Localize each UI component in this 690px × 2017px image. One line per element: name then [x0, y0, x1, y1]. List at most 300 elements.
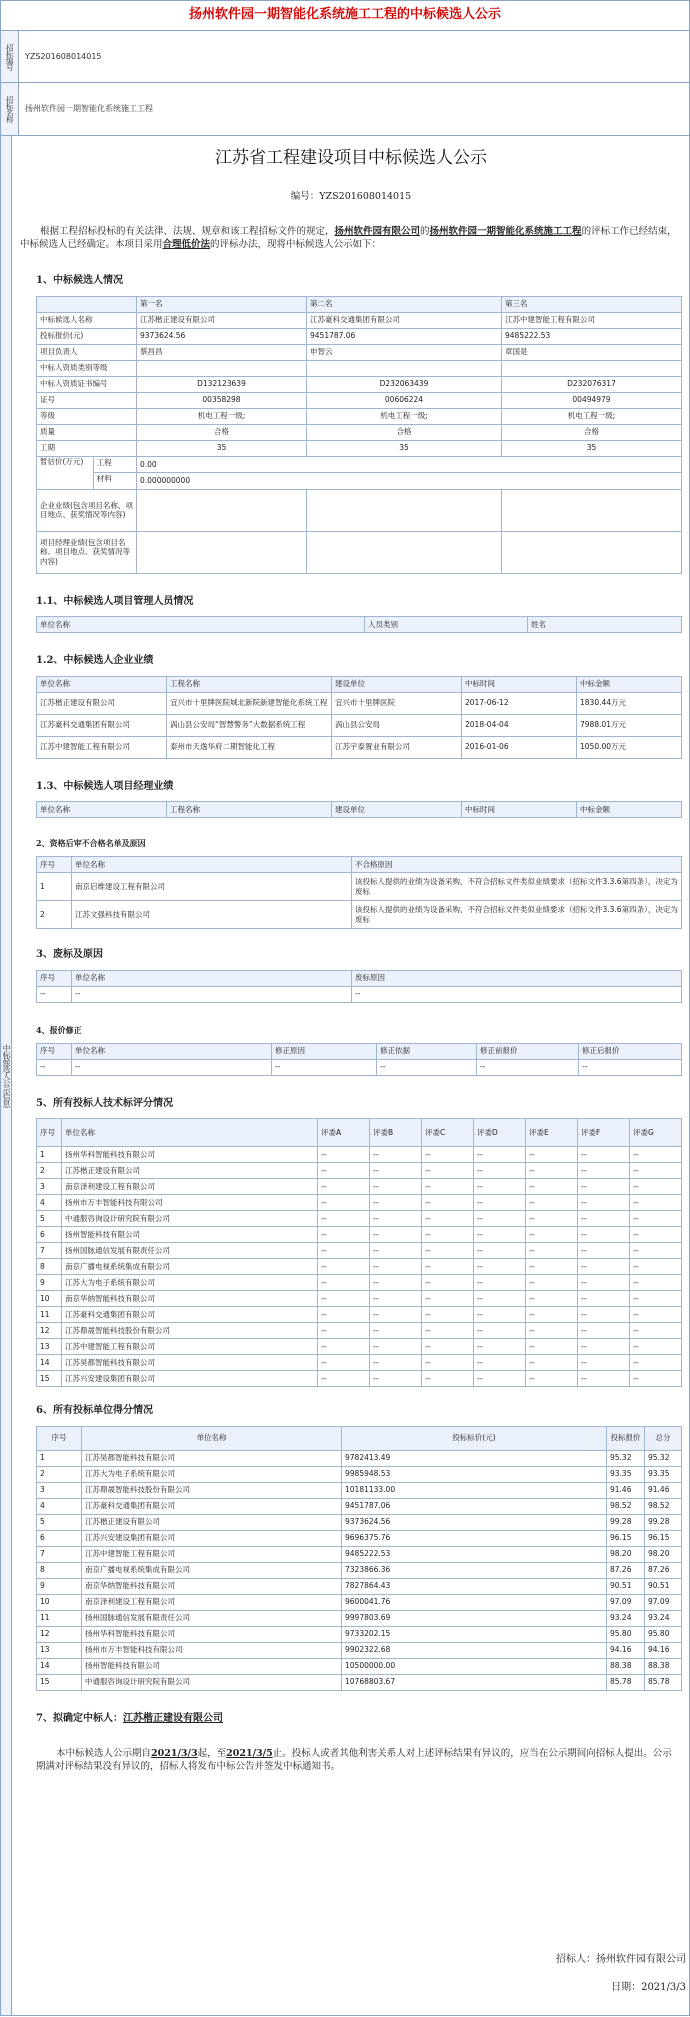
table-cell: 中通服咨询设计研究院有限公司	[82, 1674, 342, 1690]
table-header-cell: 修正原因	[272, 1043, 377, 1059]
score-cell: --	[318, 1307, 370, 1323]
table-cell: --	[579, 1059, 682, 1075]
score-cell: --	[578, 1179, 630, 1195]
section-5-title: 5、所有投标人技术标评分情况	[36, 1097, 173, 1109]
table-row	[37, 1642, 682, 1658]
score-cell: --	[578, 1243, 630, 1259]
table-header-cell: 单位名称	[62, 1119, 318, 1147]
section-1-1-title: 1.1、中标候选人项目管理人员情况	[36, 595, 194, 607]
table-row	[37, 692, 682, 714]
table-header-cell: 第二名	[307, 296, 502, 312]
score-cell: --	[630, 1339, 682, 1355]
table-cell: 96.15	[645, 1530, 682, 1546]
score-cell: --	[578, 1323, 630, 1339]
score-cell: --	[630, 1179, 682, 1195]
row-number: 9	[37, 1275, 62, 1291]
table-row	[37, 1658, 682, 1674]
table-cell: 99.28	[607, 1514, 645, 1530]
score-cell: --	[422, 1275, 474, 1291]
table-cell: 南京广播电视系统集成有限公司	[82, 1562, 342, 1578]
score-cell: --	[630, 1291, 682, 1307]
score-cell: --	[318, 1259, 370, 1275]
table-cell	[307, 360, 502, 376]
table-row	[37, 1610, 682, 1626]
table-header-cell: 单位名称	[37, 617, 365, 633]
table-header-cell: 建设单位	[332, 802, 462, 818]
table-cell: 97.09	[645, 1594, 682, 1610]
table-cell: 合格	[137, 424, 307, 440]
table-cell: 94.16	[607, 1642, 645, 1658]
table-cell: 申智云	[307, 344, 502, 360]
table-row	[37, 312, 682, 328]
score-cell: --	[474, 1259, 526, 1275]
table-cell: 35	[137, 440, 307, 456]
table-row	[37, 736, 682, 758]
table-header-cell: 评委F	[578, 1119, 630, 1147]
table-cell: 96.15	[607, 1530, 645, 1546]
table-cell: 7323866.36	[342, 1562, 607, 1578]
est-price-label-text: 暂估价(万元)	[40, 456, 84, 466]
table-row	[37, 1674, 682, 1690]
table-cell: 9451787.06	[342, 1498, 607, 1514]
table-header-cell: 修正前报价	[477, 1043, 579, 1059]
table-header-cell: 人员类别	[365, 617, 528, 633]
score-cell: --	[318, 1227, 370, 1243]
score-cell: --	[474, 1211, 526, 1227]
table-cell: 93.24	[645, 1610, 682, 1626]
table-cell: 93.35	[645, 1466, 682, 1482]
table-row	[37, 1594, 682, 1610]
score-cell: --	[318, 1243, 370, 1259]
announcement-content	[12, 136, 690, 2015]
score-cell: --	[318, 1195, 370, 1211]
table-row	[37, 1179, 682, 1195]
table-cell: 江苏大为电子系统有限公司	[82, 1466, 342, 1482]
table-cell: 该投标人提供的业绩为设备采购，不符合招标文件类似业绩要求（招标文件3.3.6第四条），决定为废标	[352, 873, 682, 901]
table-header-cell: 评委B	[370, 1119, 422, 1147]
score-cell: --	[422, 1291, 474, 1307]
score-cell: --	[526, 1275, 578, 1291]
final-notice: 本中标候选人公示期自2021/3/3起，至2021/3/5止。投标人或者其他利害关系人对上述评标结果有异议的，应当在公示期间向招标人提出。公示期满对评标结果没有异议的，招标人将发布中标公告并签发中标通知书。	[36, 1748, 672, 1773]
table-cell: 98.20	[607, 1546, 645, 1562]
score-cell: --	[370, 1371, 422, 1387]
table-cell: 江苏昊都智能科技有限公司	[82, 1450, 342, 1466]
managers-table	[36, 616, 682, 633]
score-cell: --	[526, 1307, 578, 1323]
company-name: 江苏楷正建设有限公司	[62, 1163, 318, 1179]
table-row	[37, 1355, 682, 1371]
doc-title: 江苏省工程建设项目中标候选人公示	[215, 148, 487, 168]
table-cell: 江苏中建智能工程有限公司	[502, 312, 682, 328]
table-cell: 江苏楷正建设有限公司	[82, 1514, 342, 1530]
table-header-cell: 第三名	[502, 296, 682, 312]
score-cell: --	[578, 1259, 630, 1275]
score-cell: --	[630, 1195, 682, 1211]
table-row	[37, 531, 682, 573]
table-cell: 35	[502, 440, 682, 456]
row-number: 14	[37, 1355, 62, 1371]
table-cell: 章国是	[502, 344, 682, 360]
table-cell: 12	[37, 1626, 82, 1642]
section-1-title: 1、中标候选人情况	[36, 275, 123, 287]
table-cell: 14	[37, 1658, 82, 1674]
table-header-cell: 总分	[645, 1426, 682, 1450]
table-cell: 98.20	[645, 1546, 682, 1562]
table-cell: 3	[37, 1482, 82, 1498]
table-row	[37, 1546, 682, 1562]
est-value: 0.000000000	[137, 473, 682, 490]
score-cell: --	[630, 1163, 682, 1179]
table-row	[37, 1450, 682, 1466]
table-cell: 9696375.76	[342, 1530, 607, 1546]
score-cell: --	[370, 1355, 422, 1371]
tenderer-name: 扬州软件园有限公司	[334, 226, 421, 238]
table-cell: 江苏楷正建设有限公司	[37, 692, 167, 714]
table-cell: 93.24	[607, 1610, 645, 1626]
table-cell: 2016-01-06	[462, 736, 577, 758]
side-label: 中标候选人公示信息	[1, 136, 12, 2015]
table-cell: 1050.00万元	[577, 736, 682, 758]
tender-name-value: 扬州软件园一期智能化系统施工工程	[25, 104, 153, 113]
table-cell: --	[72, 1059, 272, 1075]
score-cell: --	[630, 1243, 682, 1259]
table-cell: 10	[37, 1594, 82, 1610]
row-number: 11	[37, 1307, 62, 1323]
score-cell: --	[422, 1195, 474, 1211]
score-cell: --	[526, 1291, 578, 1307]
table-cell: 7827864.43	[342, 1578, 607, 1594]
score-cell: --	[474, 1227, 526, 1243]
company-name: 扬州智能科技有限公司	[62, 1227, 318, 1243]
table-cell: 江苏兴安建设集团有限公司	[82, 1530, 342, 1546]
table-header-cell: 序号	[37, 857, 72, 873]
table-cell: 00606224	[307, 392, 502, 408]
row-number: 6	[37, 1227, 62, 1243]
table-header-cell: 单位名称	[82, 1426, 342, 1450]
pm-performance-table	[36, 801, 682, 818]
row-number: 2	[37, 1163, 62, 1179]
eval-method: 合理低价法	[162, 239, 211, 251]
table-cell: 涡山县公安局“智慧警务”大数据系统工程	[167, 714, 332, 736]
table-cell: 9373624.56	[137, 328, 307, 344]
table-header-cell: 中标时间	[462, 676, 577, 692]
score-cell: --	[318, 1211, 370, 1227]
intro-paragraph: 根据工程招标投标的有关法律、法规、规章和该工程招标文件的规定，扬州软件园有限公司的扬州软件园一期智能化系统施工工程的评标工作已经结束，中标候选人已经确定。本项目采用合理低价法的评标办法，现将中标候选人公示如下：	[20, 226, 677, 251]
table-cell: 4	[37, 1498, 82, 1514]
score-cell: --	[526, 1163, 578, 1179]
table-row	[37, 344, 682, 360]
table-cell: 江苏豪科交通集团有限公司	[82, 1498, 342, 1514]
score-cell: --	[422, 1211, 474, 1227]
table-cell: 97.09	[607, 1594, 645, 1610]
table-header-cell: 工程名称	[167, 676, 332, 692]
table-row	[37, 424, 682, 440]
table-row	[37, 489, 682, 531]
table-header-cell: 投标标价(元)	[342, 1426, 607, 1450]
table-cell: D232063439	[307, 376, 502, 392]
sign-date: 日期：2021/3/3	[611, 1982, 686, 1993]
table-cell: 00358298	[137, 392, 307, 408]
table-cell: 8	[37, 1562, 82, 1578]
table-row	[37, 1578, 682, 1594]
score-cell: --	[526, 1355, 578, 1371]
table-cell: 江苏宇泰置业有限公司	[332, 736, 462, 758]
table-header-cell	[37, 296, 137, 312]
table-header-cell: 评委A	[318, 1119, 370, 1147]
score-cell: --	[370, 1147, 422, 1163]
score-cell: --	[474, 1275, 526, 1291]
score-cell: --	[370, 1259, 422, 1275]
score-cell: --	[578, 1371, 630, 1387]
score-cell: --	[474, 1355, 526, 1371]
total-scores-table	[36, 1426, 682, 1691]
score-cell: --	[526, 1243, 578, 1259]
score-cell: --	[474, 1323, 526, 1339]
table-cell: 95.80	[607, 1626, 645, 1642]
company-name: 南京华纳智能科技有限公司	[62, 1291, 318, 1307]
tender-name-label: 招标名称	[1, 83, 19, 135]
company-name: 江苏豪科交通集团有限公司	[62, 1307, 318, 1323]
section-6-title: 6、所有投标单位得分情况	[36, 1405, 153, 1417]
score-cell: --	[578, 1307, 630, 1323]
table-cell: --	[37, 986, 72, 1002]
table-row	[37, 1371, 682, 1387]
table-header-cell: 建设单位	[332, 676, 462, 692]
table-cell: 93.35	[607, 1466, 645, 1482]
tenderer-signature: 招标人：扬州软件园有限公司	[556, 1954, 686, 1965]
score-cell: --	[474, 1307, 526, 1323]
score-cell: --	[526, 1211, 578, 1227]
table-cell: 5	[37, 1514, 82, 1530]
table-row	[37, 1275, 682, 1291]
table-cell: 南京泽利建设工程有限公司	[82, 1594, 342, 1610]
score-cell: --	[422, 1371, 474, 1387]
table-cell: 江苏鼎晟智能科技股份有限公司	[82, 1482, 342, 1498]
score-cell: --	[630, 1371, 682, 1387]
score-cell: --	[630, 1211, 682, 1227]
tender-code-value: YZS201608014015	[25, 51, 102, 61]
table-row	[37, 1163, 682, 1179]
table-row	[37, 1147, 682, 1163]
table-row	[37, 1059, 682, 1075]
table-cell: 江苏中建智能工程有限公司	[37, 736, 167, 758]
table-row	[37, 986, 682, 1002]
table-header-cell: 序号	[37, 1119, 62, 1147]
table-header-cell: 废标原因	[352, 970, 682, 986]
score-cell: --	[526, 1195, 578, 1211]
table-header-cell: 修正后报价	[579, 1043, 682, 1059]
row-label: 投标报价(元)	[37, 328, 137, 344]
table-header-cell: 第一名	[137, 296, 307, 312]
table-header-cell: 序号	[37, 970, 72, 986]
table-cell: 机电工程一级;	[137, 408, 307, 424]
table-cell: 扬州国脉通信发展有限责任公司	[82, 1610, 342, 1626]
table-header-cell: 评委C	[422, 1119, 474, 1147]
table-cell: 蔡昌昌	[137, 344, 307, 360]
table-cell: 7	[37, 1546, 82, 1562]
table-header-cell: 序号	[37, 1426, 82, 1450]
table-cell: D132123639	[137, 376, 307, 392]
section-2-title: 2、资格后审不合格名单及原因	[36, 838, 146, 849]
score-cell: --	[630, 1355, 682, 1371]
score-cell: --	[578, 1339, 630, 1355]
table-header-cell: 姓名	[528, 617, 682, 633]
score-cell: --	[422, 1147, 474, 1163]
score-cell: --	[578, 1275, 630, 1291]
table-cell: 9997803.69	[342, 1610, 607, 1626]
table-cell	[502, 360, 682, 376]
table-cell	[137, 360, 307, 376]
table-cell: 南京华纳智能科技有限公司	[82, 1578, 342, 1594]
table-cell: 91.46	[607, 1482, 645, 1498]
score-cell: --	[630, 1259, 682, 1275]
score-cell: --	[474, 1147, 526, 1163]
row-label: 中标人资质类别等级	[37, 360, 137, 376]
table-row	[37, 392, 682, 408]
table-cell: 9	[37, 1578, 82, 1594]
table-row	[37, 617, 682, 633]
score-cell: --	[422, 1307, 474, 1323]
performance-cell	[307, 489, 502, 531]
table-cell: 江苏中建智能工程有限公司	[82, 1546, 342, 1562]
table-cell: 90.51	[607, 1578, 645, 1594]
score-cell: --	[578, 1163, 630, 1179]
score-cell: --	[370, 1163, 422, 1179]
est-type: 工程	[94, 457, 136, 473]
table-header-cell: 单位名称	[72, 970, 352, 986]
score-cell: --	[370, 1291, 422, 1307]
score-cell: --	[318, 1275, 370, 1291]
score-cell: --	[318, 1147, 370, 1163]
company-name: 中通服咨询设计研究院有限公司	[62, 1211, 318, 1227]
table-cell: 94.16	[645, 1642, 682, 1658]
table-cell: 该投标人提供的业绩为设备采购，不符合招标文件类似业绩要求（招标文件3.3.6第四条），决定为废标	[352, 901, 682, 929]
row-number: 15	[37, 1371, 62, 1387]
score-cell: --	[578, 1227, 630, 1243]
table-header-cell: 中标金额	[577, 802, 682, 818]
company-name: 江苏鼎晟智能科技股份有限公司	[62, 1323, 318, 1339]
table-row	[37, 1259, 682, 1275]
score-cell: --	[630, 1323, 682, 1339]
table-cell: 99.28	[645, 1514, 682, 1530]
table-cell: 泰州市天逸华府二期智能化工程	[167, 736, 332, 758]
table-row	[37, 360, 682, 376]
performance-cell	[137, 531, 307, 573]
table-cell: 江苏豪科交通集团有限公司	[307, 312, 502, 328]
score-cell: --	[370, 1339, 422, 1355]
est-value: 0.00	[137, 456, 682, 473]
row-number: 1	[37, 1147, 62, 1163]
table-cell: 91.46	[645, 1482, 682, 1498]
row-number: 4	[37, 1195, 62, 1211]
table-cell: 合格	[502, 424, 682, 440]
notice-start-date: 2021/3/3	[151, 1748, 198, 1760]
table-cell: 2017-06-12	[462, 692, 577, 714]
table-cell: --	[377, 1059, 477, 1075]
table-cell: 87.26	[607, 1562, 645, 1578]
score-cell: --	[526, 1179, 578, 1195]
section-4-title: 4、报价修正	[36, 1024, 82, 1035]
performance-label: 企业业绩(包含项目名称、项目地点、获奖情况等内容)	[37, 489, 137, 531]
table-cell: 9485222.53	[502, 328, 682, 344]
table-cell: 95.32	[645, 1450, 682, 1466]
table-cell: 9782413.49	[342, 1450, 607, 1466]
score-cell: --	[318, 1179, 370, 1195]
score-cell: --	[318, 1339, 370, 1355]
table-header-cell: 评委D	[474, 1119, 526, 1147]
score-cell: --	[630, 1147, 682, 1163]
table-row	[37, 1482, 682, 1498]
score-cell: --	[474, 1195, 526, 1211]
row-label: 等级	[37, 408, 137, 424]
score-cell: --	[318, 1355, 370, 1371]
table-header-cell: 不合格原因	[352, 857, 682, 873]
score-cell: --	[578, 1195, 630, 1211]
est-type: 材料	[96, 473, 112, 483]
table-header-cell: 工程名称	[167, 802, 332, 818]
company-name: 南京泽利建设工程有限公司	[62, 1179, 318, 1195]
table-cell: 宜兴市十里牌医院城北新院新建智能化系统工程	[167, 692, 332, 714]
table-row	[37, 408, 682, 424]
technical-scores-table	[36, 1118, 682, 1387]
est-price-label	[37, 456, 137, 489]
score-cell: --	[526, 1323, 578, 1339]
table-cell: 机电工程一级;	[502, 408, 682, 424]
table-cell: 合格	[307, 424, 502, 440]
performance-cell	[137, 489, 307, 531]
table-cell: 江苏楷正建设有限公司	[137, 312, 307, 328]
score-cell: --	[422, 1259, 474, 1275]
section-7-title: 7、拟确定中标人：江苏楷正建设有限公司	[36, 1712, 223, 1724]
score-cell: --	[370, 1195, 422, 1211]
table-cell: 南京启维建设工程有限公司	[72, 873, 352, 901]
row-label: 项目负责人	[37, 344, 137, 360]
score-cell: --	[526, 1147, 578, 1163]
notice-end-date: 2021/3/5	[226, 1748, 273, 1760]
score-cell: --	[526, 1259, 578, 1275]
table-cell: 扬州华科智能科技有限公司	[82, 1626, 342, 1642]
project-name: 扬州软件园一期智能化系统施工工程	[429, 226, 582, 238]
performance-label: 项目经理业绩(包含项目名称、项目地点、获奖情况等内容)	[37, 531, 137, 573]
table-cell: 95.32	[607, 1450, 645, 1466]
table-cell: 6	[37, 1530, 82, 1546]
table-cell: 1830.44万元	[577, 692, 682, 714]
score-cell: --	[370, 1179, 422, 1195]
table-cell: 9451787.06	[307, 328, 502, 344]
table-row	[37, 676, 682, 692]
table-cell: 扬州市万丰智能科技有限公司	[82, 1642, 342, 1658]
score-cell: --	[318, 1323, 370, 1339]
table-cell: 1	[37, 1450, 82, 1466]
score-cell: --	[474, 1163, 526, 1179]
table-cell: 11	[37, 1610, 82, 1626]
table-header-cell: 单位名称	[72, 857, 352, 873]
table-row	[37, 802, 682, 818]
score-cell: --	[474, 1371, 526, 1387]
table-cell: 扬州智能科技有限公司	[82, 1658, 342, 1674]
row-label: 证号	[37, 392, 137, 408]
performance-cell	[502, 489, 682, 531]
table-cell: 10500000.00	[342, 1658, 607, 1674]
table-header-cell: 单位名称	[37, 676, 167, 692]
row-label: 工期	[37, 440, 137, 456]
table-cell: --	[352, 986, 682, 1002]
performance-cell	[307, 531, 502, 573]
table-cell: 35	[307, 440, 502, 456]
table-row	[37, 1562, 682, 1578]
table-cell: --	[477, 1059, 579, 1075]
row-label: 中标候选人名称	[37, 312, 137, 328]
